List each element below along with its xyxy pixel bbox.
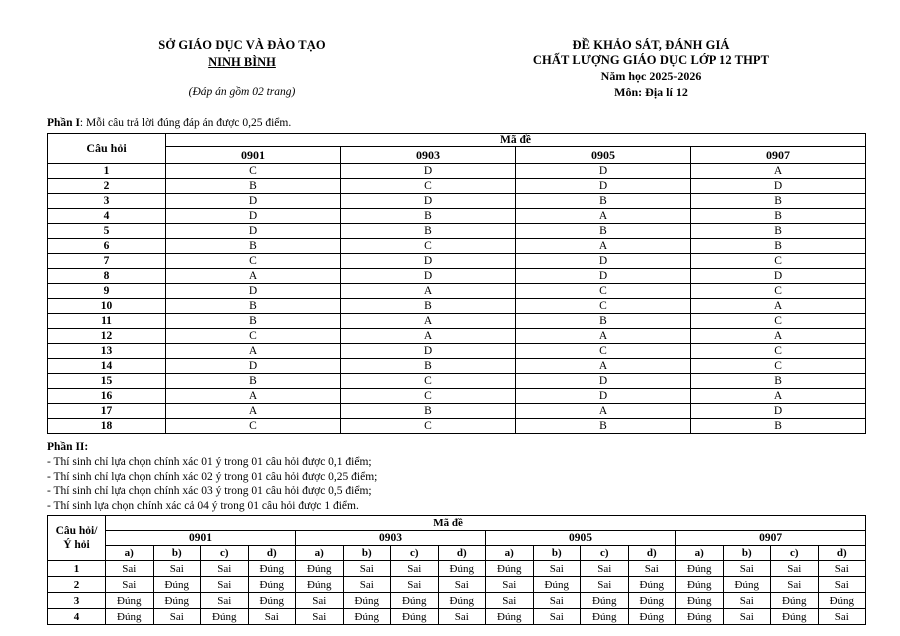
part1-code-0905: 0905 bbox=[516, 147, 691, 164]
answer-cell-0903: D bbox=[341, 269, 516, 284]
truefalse-cell-0905-a: Sai bbox=[486, 577, 534, 593]
truefalse-cell-0907-c: Sai bbox=[771, 577, 819, 593]
part2-question-header-line1: Câu hỏi/ bbox=[55, 525, 98, 537]
subquestion-header-0901-d: d) bbox=[248, 546, 296, 561]
truefalse-cell-0903-d: Đúng bbox=[438, 561, 486, 577]
truefalse-cell-0903-c: Đúng bbox=[391, 593, 439, 609]
table-row bbox=[48, 374, 866, 389]
table-header-row-group bbox=[48, 134, 866, 147]
answer-cell-0907: B bbox=[691, 194, 866, 209]
truefalse-cell-0901-a: Đúng bbox=[106, 593, 154, 609]
truefalse-cell-0903-a: Đúng bbox=[296, 561, 344, 577]
header-left-block bbox=[47, 38, 437, 100]
answer-cell-0907: D bbox=[691, 179, 866, 194]
answer-cell-0905: C bbox=[516, 299, 691, 314]
question-number: 15 bbox=[48, 374, 166, 389]
answer-cell-0903: B bbox=[341, 404, 516, 419]
table-row bbox=[48, 577, 866, 593]
subquestion-header-0903-d: d) bbox=[438, 546, 486, 561]
answer-cell-0905: B bbox=[516, 194, 691, 209]
province-name-wrap bbox=[47, 53, 437, 71]
part2-answer-table bbox=[47, 515, 866, 625]
answer-cell-0901: B bbox=[166, 314, 341, 329]
answer-cell-0907: B bbox=[691, 419, 866, 434]
part2-block bbox=[0, 440, 900, 513]
subquestion-header-0907-c: c) bbox=[771, 546, 819, 561]
answer-cell-0901: D bbox=[166, 284, 341, 299]
table-row bbox=[48, 593, 866, 609]
answer-cell-0903: B bbox=[341, 209, 516, 224]
answer-cell-0901: A bbox=[166, 269, 341, 284]
answer-cell-0901: B bbox=[166, 239, 341, 254]
table-row bbox=[48, 239, 866, 254]
answer-cell-0903: C bbox=[341, 239, 516, 254]
question-number: 3 bbox=[48, 194, 166, 209]
part1-code-0903: 0903 bbox=[341, 147, 516, 164]
truefalse-cell-0905-d: Đúng bbox=[628, 609, 676, 625]
truefalse-cell-0901-c: Đúng bbox=[201, 609, 249, 625]
part1-intro: : Mỗi câu trả lời đúng đáp án được 0,25 điểm. bbox=[79, 117, 292, 129]
subquestion-header-0905-b: b) bbox=[533, 546, 581, 561]
answer-cell-0901: C bbox=[166, 164, 341, 179]
part2-rule-3: - Thí sinh chỉ lựa chọn chính xác 03 ý trong 01 câu hỏi được 0,5 điểm; bbox=[47, 485, 372, 497]
table-row bbox=[48, 224, 866, 239]
truefalse-cell-0903-d: Sai bbox=[438, 577, 486, 593]
answer-cell-0901: A bbox=[166, 404, 341, 419]
truefalse-cell-0903-c: Sai bbox=[391, 577, 439, 593]
truefalse-cell-0901-a: Đúng bbox=[106, 609, 154, 625]
question-number: 18 bbox=[48, 419, 166, 434]
part1-answer-table bbox=[47, 133, 866, 434]
subquestion-header-0901-c: c) bbox=[201, 546, 249, 561]
answer-cell-0907: D bbox=[691, 269, 866, 284]
table-header-row-codes bbox=[48, 147, 866, 164]
table-row bbox=[48, 194, 866, 209]
table-row bbox=[48, 299, 866, 314]
subquestion-header-0903-c: c) bbox=[391, 546, 439, 561]
answer-cell-0903: C bbox=[341, 419, 516, 434]
truefalse-cell-0903-d: Sai bbox=[438, 609, 486, 625]
answer-cell-0901: D bbox=[166, 359, 341, 374]
answer-cell-0905: A bbox=[516, 404, 691, 419]
part1-table-body bbox=[48, 134, 866, 434]
part2-header-row-subs bbox=[48, 546, 866, 561]
question-number: 2 bbox=[48, 577, 106, 593]
truefalse-cell-0905-d: Đúng bbox=[628, 593, 676, 609]
question-number: 1 bbox=[48, 164, 166, 179]
subquestion-header-0901-b: b) bbox=[153, 546, 201, 561]
truefalse-cell-0905-c: Đúng bbox=[581, 593, 629, 609]
truefalse-cell-0901-c: Sai bbox=[201, 593, 249, 609]
question-number: 17 bbox=[48, 404, 166, 419]
truefalse-cell-0901-d: Đúng bbox=[248, 593, 296, 609]
question-number: 6 bbox=[48, 239, 166, 254]
answer-cell-0903: B bbox=[341, 359, 516, 374]
part2-rule-2: - Thí sinh chỉ lựa chọn chính xác 02 ý trong 01 câu hỏi được 0,25 điểm; bbox=[47, 470, 378, 483]
subject: Môn: Địa lí 12 bbox=[614, 85, 688, 99]
part2-label: Phần II: bbox=[47, 441, 89, 453]
table-row bbox=[48, 269, 866, 284]
truefalse-cell-0901-d: Đúng bbox=[248, 561, 296, 577]
answer-cell-0907: C bbox=[691, 284, 866, 299]
answer-cell-0903: D bbox=[341, 254, 516, 269]
province-name: NINH BÌNH bbox=[208, 55, 276, 69]
table-row bbox=[48, 314, 866, 329]
part2-question-header-line2: Ý hỏi bbox=[63, 539, 90, 551]
answer-cell-0905: D bbox=[516, 179, 691, 194]
truefalse-cell-0903-a: Đúng bbox=[296, 577, 344, 593]
table-row bbox=[48, 389, 866, 404]
truefalse-cell-0905-d: Sai bbox=[628, 561, 676, 577]
question-number: 3 bbox=[48, 593, 106, 609]
answer-cell-0901: C bbox=[166, 419, 341, 434]
question-number: 8 bbox=[48, 269, 166, 284]
truefalse-cell-0907-b: Sai bbox=[723, 609, 771, 625]
table-row bbox=[48, 359, 866, 374]
truefalse-cell-0901-c: Sai bbox=[201, 577, 249, 593]
truefalse-cell-0905-b: Sai bbox=[533, 593, 581, 609]
part2-code-0901: 0901 bbox=[106, 531, 296, 546]
answer-cell-0905: B bbox=[516, 224, 691, 239]
table-row bbox=[48, 419, 866, 434]
truefalse-cell-0903-d: Đúng bbox=[438, 593, 486, 609]
truefalse-cell-0907-b: Sai bbox=[723, 593, 771, 609]
answer-cell-0901: C bbox=[166, 254, 341, 269]
answer-cell-0901: B bbox=[166, 179, 341, 194]
answer-cell-0903: D bbox=[341, 164, 516, 179]
answer-cell-0903: A bbox=[341, 284, 516, 299]
subquestion-header-0903-a: a) bbox=[296, 546, 344, 561]
exam-title-line1: ĐỀ KHẢO SÁT, ĐÁNH GIÁ bbox=[572, 38, 730, 52]
part1-label: Phần I bbox=[47, 117, 80, 129]
subquestion-header-0905-c: c) bbox=[581, 546, 629, 561]
table-row bbox=[48, 609, 866, 625]
truefalse-cell-0907-d: Sai bbox=[818, 577, 866, 593]
answer-cell-0903: B bbox=[341, 299, 516, 314]
answer-cell-0905: A bbox=[516, 239, 691, 254]
truefalse-cell-0907-a: Đúng bbox=[676, 609, 724, 625]
answer-cell-0905: D bbox=[516, 164, 691, 179]
question-number: 5 bbox=[48, 224, 166, 239]
truefalse-cell-0901-c: Sai bbox=[201, 561, 249, 577]
answer-cell-0907: B bbox=[691, 374, 866, 389]
exam-title-line2: CHẤT LƯỢNG GIÁO DỤC LỚP 12 THPT bbox=[532, 53, 770, 67]
department-name: SỞ GIÁO DỤC VÀ ĐÀO TẠO bbox=[158, 38, 326, 52]
answer-cell-0907: C bbox=[691, 344, 866, 359]
part2-code-0907: 0907 bbox=[676, 531, 866, 546]
truefalse-cell-0907-b: Đúng bbox=[723, 577, 771, 593]
subquestion-header-0905-a: a) bbox=[486, 546, 534, 561]
answer-cell-0903: C bbox=[341, 389, 516, 404]
part2-code-0905: 0905 bbox=[486, 531, 676, 546]
answer-cell-0901: D bbox=[166, 209, 341, 224]
answer-cell-0907: B bbox=[691, 209, 866, 224]
table-row bbox=[48, 254, 866, 269]
page-count-note: (Đáp án gồm 02 trang) bbox=[188, 86, 296, 98]
truefalse-cell-0905-c: Sai bbox=[581, 577, 629, 593]
question-number: 10 bbox=[48, 299, 166, 314]
truefalse-cell-0905-c: Sai bbox=[581, 561, 629, 577]
answer-cell-0903: C bbox=[341, 179, 516, 194]
truefalse-cell-0903-b: Đúng bbox=[343, 609, 391, 625]
truefalse-cell-0901-b: Sai bbox=[153, 609, 201, 625]
truefalse-cell-0903-b: Sai bbox=[343, 577, 391, 593]
subquestion-header-0907-d: d) bbox=[818, 546, 866, 561]
part1-code-0901: 0901 bbox=[166, 147, 341, 164]
answer-cell-0905: A bbox=[516, 329, 691, 344]
answer-cell-0901: B bbox=[166, 374, 341, 389]
table-row bbox=[48, 179, 866, 194]
part2-table-body bbox=[48, 516, 866, 625]
subquestion-header-0905-d: d) bbox=[628, 546, 676, 561]
truefalse-cell-0907-a: Đúng bbox=[676, 561, 724, 577]
answer-cell-0907: C bbox=[691, 314, 866, 329]
table-row bbox=[48, 209, 866, 224]
answer-cell-0905: D bbox=[516, 389, 691, 404]
truefalse-cell-0901-b: Sai bbox=[153, 561, 201, 577]
answer-cell-0901: D bbox=[166, 194, 341, 209]
question-number: 13 bbox=[48, 344, 166, 359]
question-number: 4 bbox=[48, 209, 166, 224]
table-row bbox=[48, 164, 866, 179]
part2-header-row-group bbox=[48, 516, 866, 531]
answer-cell-0903: B bbox=[341, 224, 516, 239]
subquestion-header-0901-a: a) bbox=[106, 546, 154, 561]
truefalse-cell-0901-d: Đúng bbox=[248, 577, 296, 593]
answer-cell-0903: D bbox=[341, 194, 516, 209]
truefalse-cell-0905-c: Đúng bbox=[581, 609, 629, 625]
answer-cell-0907: C bbox=[691, 359, 866, 374]
question-number: 2 bbox=[48, 179, 166, 194]
truefalse-cell-0901-d: Sai bbox=[248, 609, 296, 625]
answer-cell-0905: D bbox=[516, 374, 691, 389]
subquestion-header-0907-b: b) bbox=[723, 546, 771, 561]
header-right-block bbox=[437, 38, 865, 100]
truefalse-cell-0903-b: Sai bbox=[343, 561, 391, 577]
truefalse-cell-0905-a: Đúng bbox=[486, 561, 534, 577]
part2-question-header bbox=[48, 516, 106, 561]
answer-cell-0901: A bbox=[166, 389, 341, 404]
question-number: 14 bbox=[48, 359, 166, 374]
truefalse-cell-0905-d: Đúng bbox=[628, 577, 676, 593]
truefalse-cell-0905-b: Sai bbox=[533, 609, 581, 625]
answer-cell-0907: D bbox=[691, 404, 866, 419]
table-row bbox=[48, 329, 866, 344]
truefalse-cell-0903-b: Đúng bbox=[343, 593, 391, 609]
truefalse-cell-0907-b: Sai bbox=[723, 561, 771, 577]
truefalse-cell-0905-a: Đúng bbox=[486, 609, 534, 625]
part1-question-header: Câu hỏi bbox=[48, 134, 166, 164]
truefalse-cell-0901-a: Sai bbox=[106, 561, 154, 577]
answer-cell-0907: A bbox=[691, 299, 866, 314]
school-year: Năm học 2025-2026 bbox=[600, 69, 702, 83]
part2-code-0903: 0903 bbox=[296, 531, 486, 546]
truefalse-cell-0907-d: Sai bbox=[818, 609, 866, 625]
truefalse-cell-0907-d: Sai bbox=[818, 561, 866, 577]
answer-cell-0905: B bbox=[516, 314, 691, 329]
truefalse-cell-0903-c: Sai bbox=[391, 561, 439, 577]
table-row bbox=[48, 284, 866, 299]
answer-cell-0907: A bbox=[691, 164, 866, 179]
part1-code-0907: 0907 bbox=[691, 147, 866, 164]
answer-cell-0903: A bbox=[341, 314, 516, 329]
answer-cell-0907: B bbox=[691, 224, 866, 239]
truefalse-cell-0901-b: Đúng bbox=[153, 593, 201, 609]
answer-cell-0905: A bbox=[516, 359, 691, 374]
answer-cell-0903: D bbox=[341, 344, 516, 359]
answer-cell-0905: D bbox=[516, 269, 691, 284]
truefalse-cell-0907-c: Sai bbox=[771, 561, 819, 577]
part1-heading bbox=[47, 116, 900, 130]
answer-cell-0907: B bbox=[691, 239, 866, 254]
part2-group-header: Mã đề bbox=[106, 516, 866, 531]
truefalse-cell-0903-c: Đúng bbox=[391, 609, 439, 625]
answer-cell-0907: C bbox=[691, 254, 866, 269]
truefalse-cell-0907-c: Đúng bbox=[771, 593, 819, 609]
question-number: 11 bbox=[48, 314, 166, 329]
truefalse-cell-0901-a: Sai bbox=[106, 577, 154, 593]
answer-cell-0905: D bbox=[516, 254, 691, 269]
answer-cell-0901: C bbox=[166, 329, 341, 344]
subquestion-header-0903-b: b) bbox=[343, 546, 391, 561]
truefalse-cell-0905-b: Đúng bbox=[533, 577, 581, 593]
answer-cell-0905: C bbox=[516, 344, 691, 359]
part2-rule-4: - Thí sinh lựa chọn chính xác cả 04 ý trong 01 câu hỏi được 1 điểm. bbox=[47, 499, 359, 512]
answer-cell-0907: A bbox=[691, 329, 866, 344]
answer-cell-0903: A bbox=[341, 329, 516, 344]
answer-cell-0903: C bbox=[341, 374, 516, 389]
part2-header-row-codes bbox=[48, 531, 866, 546]
truefalse-cell-0903-a: Sai bbox=[296, 593, 344, 609]
document-header bbox=[0, 0, 900, 100]
truefalse-cell-0901-b: Đúng bbox=[153, 577, 201, 593]
answer-cell-0905: C bbox=[516, 284, 691, 299]
truefalse-cell-0905-a: Sai bbox=[486, 593, 534, 609]
question-number: 16 bbox=[48, 389, 166, 404]
answer-cell-0905: B bbox=[516, 419, 691, 434]
truefalse-cell-0907-a: Đúng bbox=[676, 593, 724, 609]
table-row bbox=[48, 344, 866, 359]
answer-cell-0901: B bbox=[166, 299, 341, 314]
truefalse-cell-0907-d: Đúng bbox=[818, 593, 866, 609]
answer-cell-0901: A bbox=[166, 344, 341, 359]
truefalse-cell-0905-b: Sai bbox=[533, 561, 581, 577]
part1-group-header: Mã đề bbox=[166, 134, 866, 147]
question-number: 4 bbox=[48, 609, 106, 625]
truefalse-cell-0907-a: Đúng bbox=[676, 577, 724, 593]
table-row bbox=[48, 561, 866, 577]
table-row bbox=[48, 404, 866, 419]
question-number: 1 bbox=[48, 561, 106, 577]
truefalse-cell-0907-c: Đúng bbox=[771, 609, 819, 625]
question-number: 9 bbox=[48, 284, 166, 299]
truefalse-cell-0903-a: Sai bbox=[296, 609, 344, 625]
part2-rule-1: - Thí sinh chỉ lựa chọn chính xác 01 ý trong 01 câu hỏi được 0,1 điểm; bbox=[47, 456, 372, 468]
answer-cell-0907: A bbox=[691, 389, 866, 404]
question-number: 12 bbox=[48, 329, 166, 344]
answer-cell-0901: D bbox=[166, 224, 341, 239]
subquestion-header-0907-a: a) bbox=[676, 546, 724, 561]
question-number: 7 bbox=[48, 254, 166, 269]
answer-cell-0905: A bbox=[516, 209, 691, 224]
